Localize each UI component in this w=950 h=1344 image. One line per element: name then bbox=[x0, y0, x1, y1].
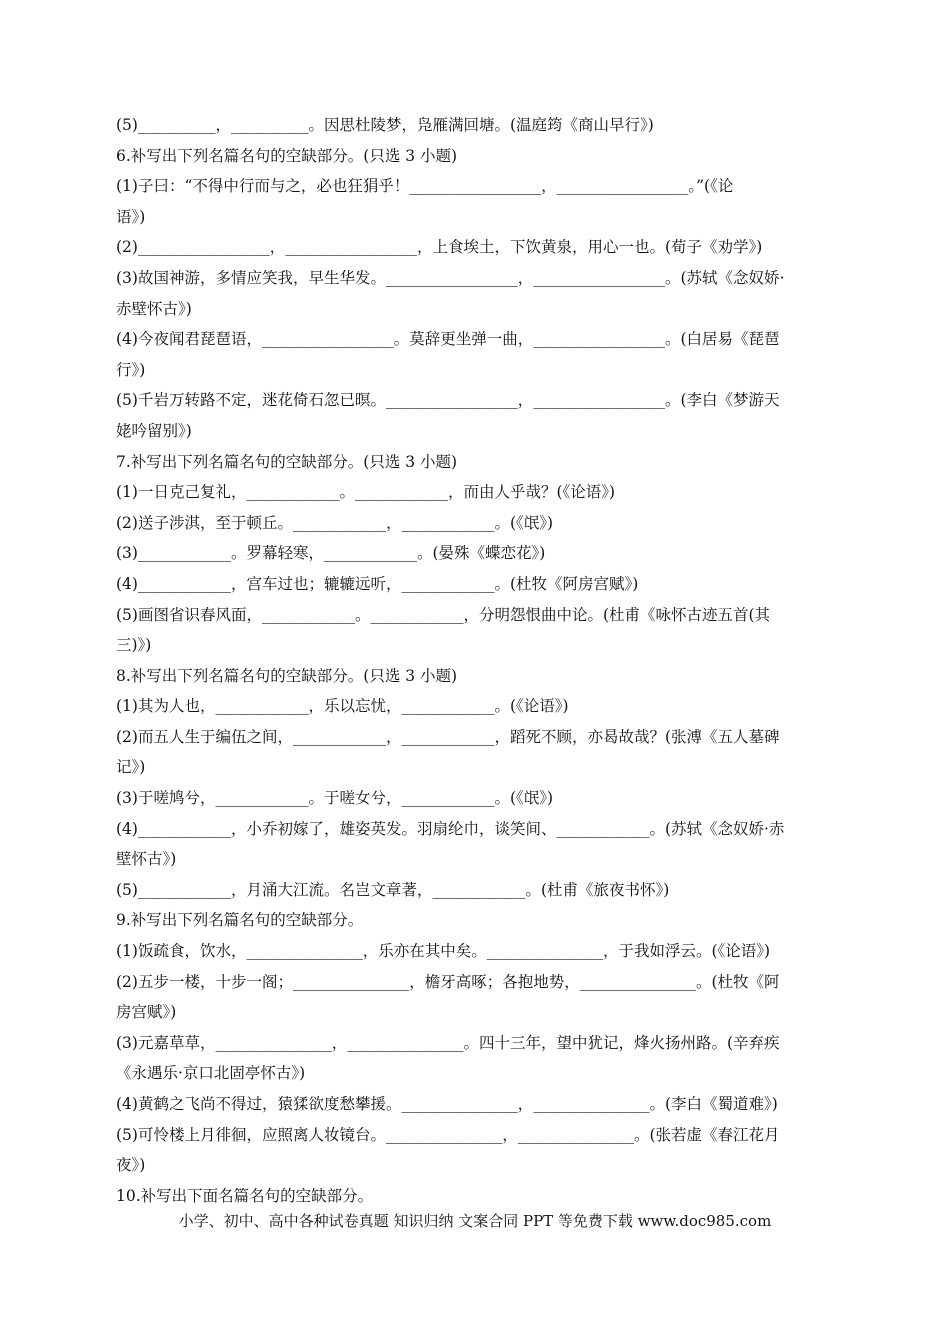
section-heading: 9.补写出下列名篇名句的空缺部分。 bbox=[116, 911, 364, 930]
text-line: (3)于嗟鸠兮，____________。于嗟女兮，____________。(《氓》) bbox=[116, 789, 554, 808]
text-line: (2)而五人生于编伍之间，____________，____________，蹈死不顾，亦曷故哉？(张溥《五人墓碑 bbox=[116, 727, 780, 746]
section-heading: 10.补写出下面名篇名句的空缺部分。 bbox=[116, 1186, 374, 1205]
text-line: 姥吟留别》) bbox=[116, 421, 192, 440]
text-line: (3)故国神游，多情应笑我，早生华发。_________________，_________________。(苏轼《念奴娇· bbox=[116, 268, 785, 287]
text-line: (5)可怜楼上月徘徊，应照离人妆镜台。_______________，_______________。(张若虚《春江花月 bbox=[116, 1125, 780, 1144]
text-line: (4)____________，小乔初嫁了，雄姿英发。羽扇纶巾，谈笑间、____________。(苏轼《念奴娇·赤 bbox=[116, 819, 785, 838]
text-line: (2)_________________，_________________，上食埃土，下饮黄泉，用心一也。(荀子《劝学》) bbox=[116, 238, 763, 257]
text-line: (3)____________。罗幕轻寒，____________。(晏殊《蝶恋花》) bbox=[116, 544, 546, 563]
text-line: (5)画图省识春风面，____________。____________，分明怨恨曲中论。(杜甫《咏怀古迹五首(其 bbox=[116, 605, 771, 624]
text-line: 赤壁怀古》) bbox=[116, 299, 192, 318]
section-heading: 7.补写出下列名篇名句的空缺部分。(只选 3 小题) bbox=[116, 452, 458, 471]
text-line: 记》) bbox=[116, 758, 146, 777]
text-line: (4)黄鹤之飞尚不得过，猿猱欲度愁攀援。_______________，_______________。(李白《蜀道难》) bbox=[116, 1095, 778, 1113]
text-line: 房宫赋》) bbox=[116, 1003, 177, 1022]
section-heading: 6.补写出下列名篇名句的空缺部分。(只选 3 小题) bbox=[116, 146, 458, 165]
text-line: 《永遇乐·京口北固亭怀古》) bbox=[116, 1064, 306, 1083]
text-line: (2)五步一楼，十步一阁；_______________，檐牙高啄；各抱地势，_______________。(杜牧《阿 bbox=[116, 972, 780, 991]
page-footer: 小学、初中、高中各种试卷真题 知识归纳 文案合同 PPT 等免费下载 www.doc985.com bbox=[178, 1212, 772, 1230]
text-line: (5)____________，月涌大江流。名岂文章著，____________。(杜甫《旅夜书怀》) bbox=[116, 880, 670, 899]
text-line: (3)元嘉草草，_______________，_______________。四十三年，望中犹记，烽火扬州路。(辛弃疾 bbox=[116, 1033, 780, 1052]
document-body bbox=[116, 110, 836, 1211]
text-line: 壁怀古》) bbox=[116, 850, 177, 869]
text-line: (5)千岩万转路不定，迷花倚石忽已暝。_________________，_________________。(李白《梦游天 bbox=[116, 391, 780, 410]
text-line: 三)》) bbox=[116, 636, 152, 655]
text-line: 行》) bbox=[116, 360, 146, 379]
text-line: (5)__________，__________。因思杜陵梦，凫雁满回塘。(温庭筠《商山早行》) bbox=[116, 116, 654, 134]
text-line: (4)今夜闻君琵琶语，_________________。莫辞更坐弹一曲，_________________。(白居易《琵琶 bbox=[116, 330, 780, 349]
text-line: (1)子曰：“不得中行而与之，必也狂狷乎！_________________，_________________。”(《论 bbox=[116, 177, 734, 196]
text-line: (1)一日克己复礼，____________。____________，而由人乎哉？(《论语》) bbox=[116, 483, 616, 502]
text-line: (4)____________，宫车过也；辘辘远听，____________。(杜牧《阿房宫赋》) bbox=[116, 574, 639, 593]
section-heading: 8.补写出下列名篇名句的空缺部分。(只选 3 小题) bbox=[116, 666, 458, 685]
text-line: 语》) bbox=[116, 207, 146, 226]
text-line: (1)饭疏食，饮水，_______________，乐亦在其中矣。_______________，于我如浮云。(《论语》) bbox=[116, 942, 771, 961]
text-line: (1)其为人也，____________，乐以忘忧，____________。(《论语》) bbox=[116, 697, 569, 716]
text-line: (2)送子涉淇，至于顿丘。____________，____________。(《氓》) bbox=[116, 513, 554, 532]
text-line: 夜》) bbox=[116, 1156, 146, 1175]
